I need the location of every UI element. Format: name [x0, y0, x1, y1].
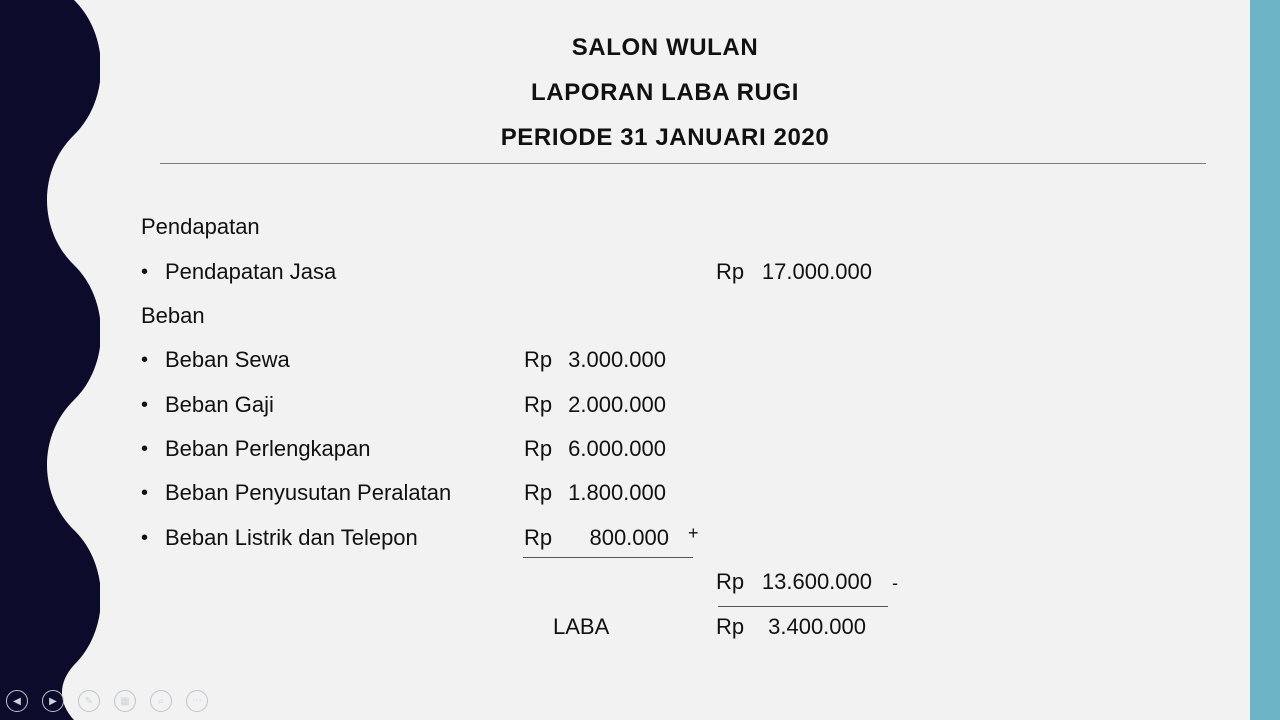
- slides-icon[interactable]: ▦: [114, 690, 136, 712]
- revenue-item-amount: 17.000.000: [761, 259, 872, 284]
- sum-sign: +: [688, 523, 699, 543]
- total-rule: [718, 606, 888, 607]
- next-icon[interactable]: ▶: [42, 690, 64, 712]
- bullet-icon: •: [141, 482, 149, 504]
- right-accent-bar: [1250, 0, 1280, 720]
- report-title: LAPORAN LABA RUGI: [531, 79, 799, 106]
- profit-amount: 3.400.000: [768, 614, 866, 639]
- expense-item-amount: 6.000.000: [568, 436, 666, 461]
- profit-label: LABA: [553, 614, 610, 639]
- total-expenses-currency: Rp: [716, 569, 745, 594]
- pen-icon[interactable]: ✎: [78, 690, 100, 712]
- expense-item-currency: Rp: [524, 347, 553, 372]
- more-icon[interactable]: ···: [186, 690, 208, 712]
- company-title: SALON WULAN: [571, 34, 759, 61]
- expense-item-currency: Rp: [524, 525, 553, 550]
- expense-item-amount: 1.800.000: [568, 480, 666, 505]
- revenue-heading: Pendapatan: [141, 214, 260, 239]
- profit-currency: Rp: [716, 614, 745, 639]
- bullet-icon: •: [141, 261, 149, 283]
- expense-item-currency: Rp: [524, 392, 553, 417]
- expense-item-currency: Rp: [524, 436, 553, 461]
- expense-item-currency: Rp: [524, 480, 553, 505]
- subtract-sign: -: [892, 573, 898, 593]
- expense-item-amount: 800.000: [589, 525, 669, 550]
- expense-item-label: Beban Penyusutan Peralatan: [165, 480, 452, 505]
- expense-item-amount: 3.000.000: [568, 347, 666, 372]
- previous-icon[interactable]: ◀: [6, 690, 28, 712]
- zoom-icon[interactable]: ⌕: [150, 690, 172, 712]
- left-wave-decoration: [0, 0, 100, 720]
- bullet-icon: •: [141, 527, 149, 549]
- bullet-icon: •: [141, 349, 149, 371]
- title-divider: [160, 163, 1206, 164]
- period-title: PERIODE 31 JANUARI 2020: [500, 124, 830, 151]
- revenue-item-currency: Rp: [716, 259, 745, 284]
- revenue-item-label: Pendapatan Jasa: [165, 259, 337, 284]
- subtotal-rule: [523, 557, 693, 558]
- expense-item-label: Beban Perlengkapan: [165, 436, 371, 461]
- expense-item-label: Beban Gaji: [165, 392, 274, 417]
- bullet-icon: •: [141, 438, 149, 460]
- total-expenses-amount: 13.600.000: [761, 569, 872, 594]
- bullet-icon: •: [141, 394, 149, 416]
- expense-item-label: Beban Listrik dan Telepon: [165, 525, 418, 550]
- expense-item-amount: 2.000.000: [568, 392, 666, 417]
- expenses-heading: Beban: [141, 303, 205, 328]
- expense-item-label: Beban Sewa: [165, 347, 290, 372]
